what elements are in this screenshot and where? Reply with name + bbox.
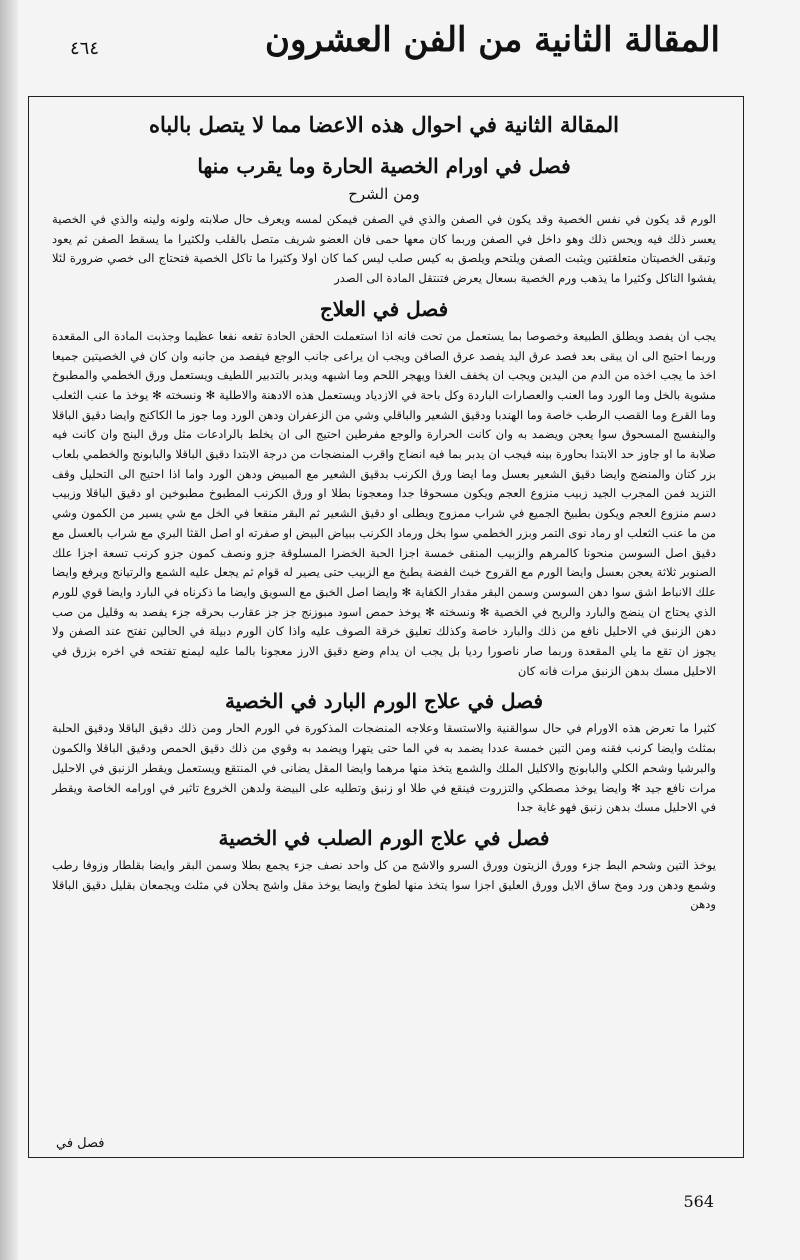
paragraph-treatment: يجب ان يفصد ويطلق الطبيعة وخصوصا بما يستعمل من تحت فانه اذا استعملت الحقن الحادة تقعه نفعا عظيما وجذبت المادة الى المقعدة وربما احتيج الى ان يبقى بعد فصد عرق اليد يفصد عرق الصافن ويجب ان يراعى جانب الوجع فيفصد من جانبه وان كان في الخصيتين جميعا اخذ ما يجب اخذه من الدم من اليدين ويجب ان يخفف الغذا ويهجر اللحم وما اشبهه ويدبر بالتدبير اللطيف ويستعمل ورق الخطمي والمطبوخ مشوية بالخل وما الورد وما العنب والعصارات الباردة وكل باحة في الازدياد ويستعمل هذه الادهنة والاطلية ✻ ونسخته ✻ يوخذ ما عنب الثعلب وما القرع وما القصب الرطب خاصة وما الهندبا ودقيق الشعير والباقلي وشي من الزعفران ودهن الورد وما جوز ما الكاكنج وايضا دقيق الباقلا والبنفسج المسحوق سوا يعجن ويضمد به وان كانت الحرارة والوجع مفرطين احتيج الى ان يخلط بالرادعات مثل ورق البنج وان كانت فيه صلابة ما او جاوز حد الابتدا بحاورة بينه فيجب ان يدبر بما فيه انضاج واقرب المنضجات من درجة الابتدا دقيق الباقلا والبابونج والخطمي بلعاب بزر كتان والمنضج وايضا دقيق الشعير بعسل وما ايضا ورق الكرنب بدقيق الشعير مع المبيض ودهن الورد واما اذا احتيج الى التحليل وقف التزيد فمن المجرب الجيد زبيب منزوع العجم ويكون مسحوقا جدا ومعجونا بطلا او ورق الكرنب المطبوخ مطبوخين او دقيق الباقلا وزبيب دسم منزوع العجم ويكون بطبيخ الجميع في شراب ممزوج ويطلى او دقيق الشعير ثم البقر منقعا في الخل مع شي يسير من الكمون وشي من ما عنب الثعلب او رماد نوى التمر وبزر الخطمي سوا بخل ورماد الكرنب ببياض البيض او صفرته او اصل القثا البري مع شراب بالعسل مع دقيق اصل السوسن منحونا كالمرهم والزبيب المنقى خمسة اجزا الحبة الخضرا المسلوقة جزو ونصف كمون جزو كرنب تسعة اجزا علك الصنوبر ثلاثة يعجن بعسل وايضا الورم مع القروح خبث الفضة يطبخ مع الزبيب حتى يصير له قوام ثم يجعل عليه الشمع والرتيانج ويرفع وايضا علك الانباط اشق سوا دهن السوسن وسمن البقر مقدار الكفاية ✻ وايضا اصل الخبق مع السويق وايضا ما ذكرناه في البارد وايضا قوي للورم الذي يحتاج ان ينضج والبارد والريح في الخصية ✻ ونسخته ✻ يوخذ حمص اسود مبوزنج جز جز عقارب بحرقه جزء يفصد به وقليل من صب دهن الزنبق في الاحليل نافع من ذلك والبارد خاصة وكذلك تعليق خرقة الصوف عليه واذا كان الورم دبيلة في الحالين تفتح عند الصفن ولا يجوز ان تقع ما يلي المقعدة وربما صار ناصورا رديا بل يجب ان يدام وضع دقيق الارز معجونا بالما عليه ليمنع تفتحه في اخره بزرق في الاحليل مسك بدهن الزنبق مرات فانه كان xyxy=(52,328,716,678)
page-number-top: ٤٦٤ xyxy=(70,38,100,59)
catchword: فصل في xyxy=(56,1136,105,1151)
paragraph-cold-swelling: كثيرا ما تعرض هذه الاورام في حال سوالقنية والاستسقا وعلاجه المنضجات المذكورة في الورم الحار ومن ذلك دقيق الباقلا ودقيق الحلبة بمثلث وايضا كرنب فقنه ومن التين خمسة عددا يضمد به في الما حتى يتهرا ويضمد به وقوي من ذلك دقيق الحمص ودقيق الباقلا والكمون والبرشيا وشحم الكلي والبابونج والاكليل الملك والشمع يتخذ منها مرهما وايضا المقل يضانى في المنتقع ويستعمل ويقطر الزنبق في الاحليل مرات نافع جيد ✻ وايضا يوخذ مصطكي والتزروت فينقع في طلا او زنبق وتطليه على البيضة ولدهن الخروع تاثير في اورامه الخاصة ويقطر في الاحليل مسك بدهن زنبق فهو غاية جدا xyxy=(52,721,716,815)
page-number-bottom: 564 xyxy=(683,1192,714,1211)
text-area xyxy=(52,104,716,1144)
running-header xyxy=(70,12,760,72)
page-edge xyxy=(0,0,18,1260)
section-heading-hard-swelling: فصل في علاج الورم الصلب في الخصية xyxy=(218,825,550,850)
section-heading-hot-swelling: فصل في اورام الخصية الحارة وما يقرب منها xyxy=(197,154,571,178)
paragraph-hot-swelling: الورم قد يكون في نفس الخصية وقد يكون في الصفن والذي في الصفن فيمكن لمسه ويعرف حال صلابته ولونه ولينه والذي في الخصية يعسر ذلك فيه ويحس ذلك وهو داخل في الصفن وربما كان معها حمى فان العضو شريف متصل بالقلب ولكثيرا ما يسقط الصفن ثم يعود وتبقى الخصيتان متعلقتين ويثبت الصفن ويلتحم ويلصق به كيس صلب ليس كما كان اولا وكثيرا ما تاكل الخصية فتحتاج الى خصي ضرورة لئلا يفشوا التاكل وكثيرا ما يذهب ورم الخصية بسعال يعرض فتنتقل المادة الى الصدر xyxy=(52,212,716,286)
paragraph-hard-swelling: يوخذ التين وشحم البط جزء وورق الزيتون وورق السرو والاشج من كل واحد نصف جزء يجمع بطلا وسمن البقر وايضا بقلطار وزوفا رطب وشمع ودهن ورد ومخ ساق الايل وورق العليق اجزا سوا يتخذ منها لطوخ وايضا يوخذ مقل واشج يحلان في مثلث ويجمعان بقليل دقيق الباقلا ودهن xyxy=(52,857,716,912)
section-subheading-commentary: ومن الشرح xyxy=(348,185,420,203)
section-heading-treatment: فصل في العلاج xyxy=(319,296,449,321)
running-title: المقالة الثانية من الفن العشرون xyxy=(265,20,720,60)
chapter-title: المقالة الثانية في احوال هذه الاعضا مما لا يتصل بالباه xyxy=(148,112,620,137)
section-heading-cold-swelling: فصل في علاج الورم البارد في الخصية xyxy=(224,689,544,714)
